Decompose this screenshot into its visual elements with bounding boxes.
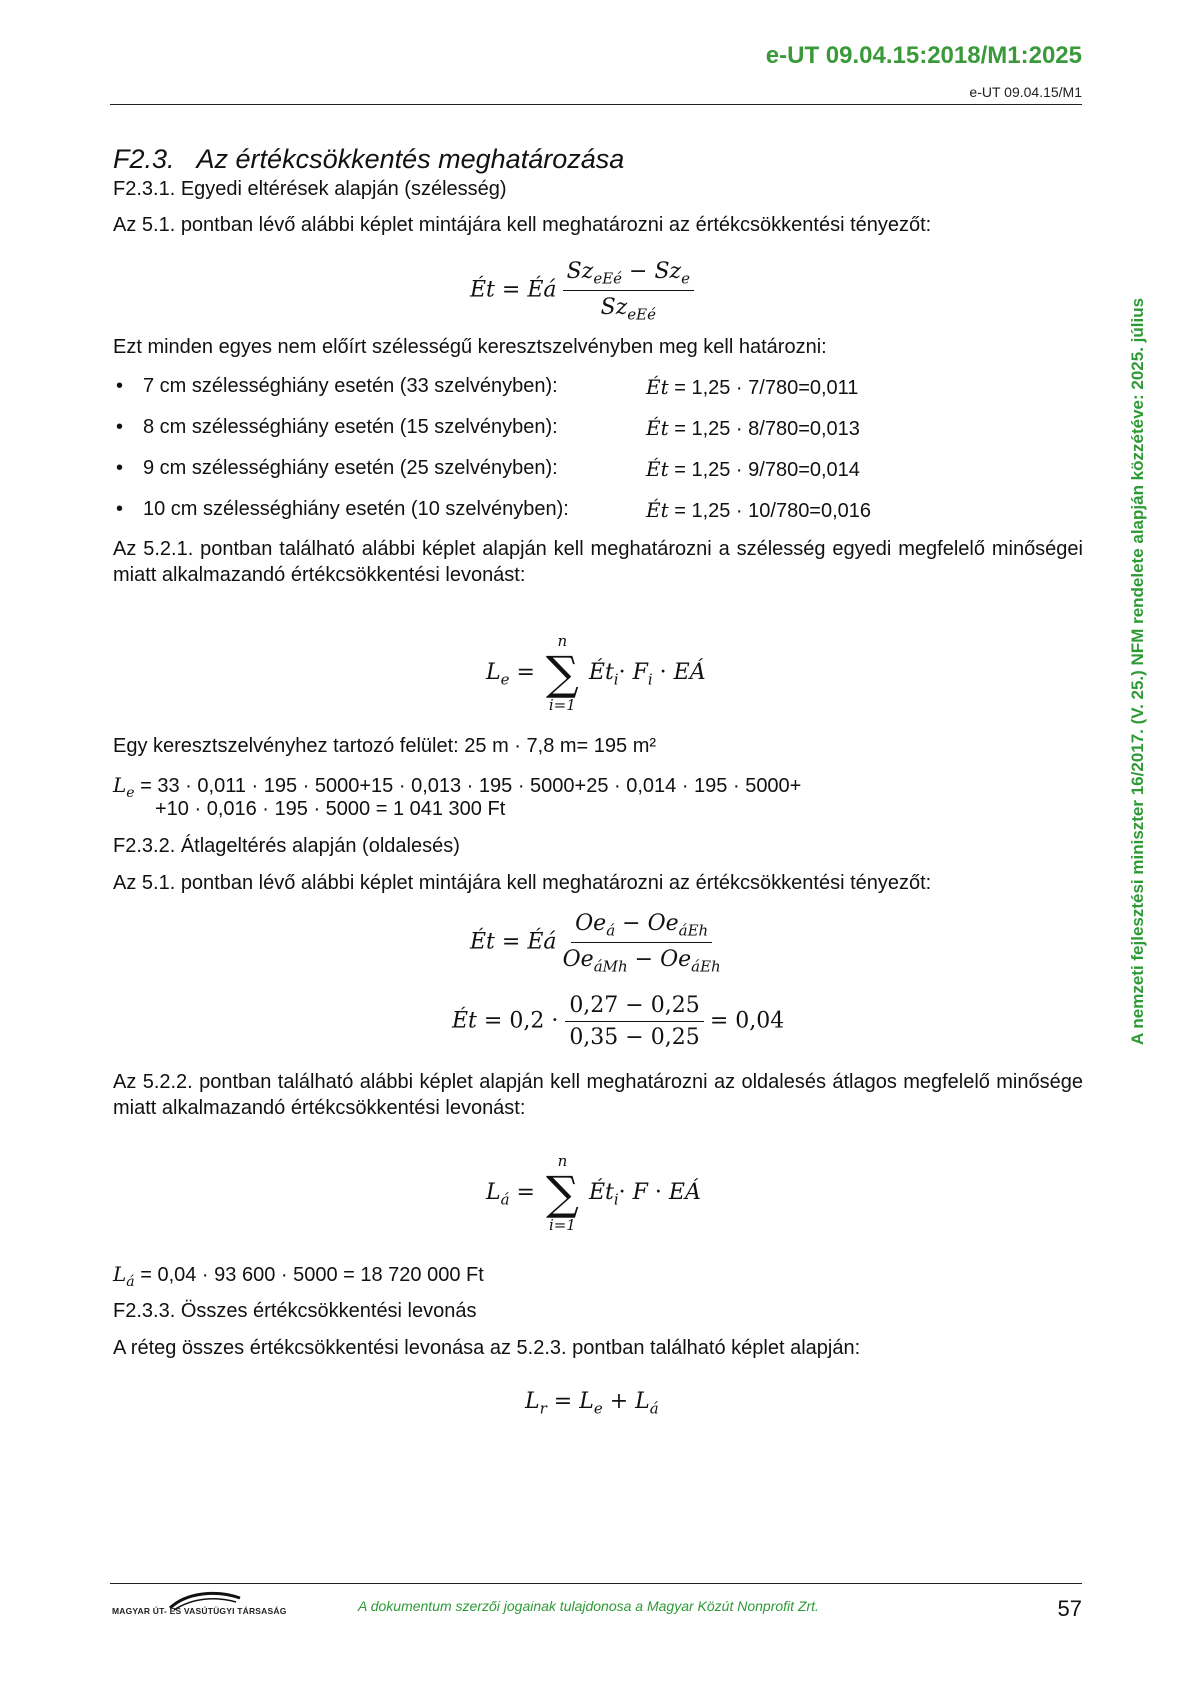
copyright-notice: A dokumentum szerzői jogainak tulajdonosa a Magyar Közút Nonprofit Zrt. <box>358 1598 819 1614</box>
bullet-text: 9 cm szélességhiány esetén (25 szelvényben): <box>143 457 558 479</box>
bullet-text: 8 cm szélességhiány esetén (15 szelvényben): <box>143 416 558 438</box>
publication-side-note: A nemzeti fejlesztési miniszter 16/2017. (V. 25.) NFM rendelete alapján közzétéve: 2025. július <box>1128 297 1147 1045</box>
subsection-2-intro: Az 5.1. pontban lévő alábbi képlet mintájára kell meghatározni az értékcsökkentési tényezőt: <box>113 872 932 894</box>
bullet-dot: • <box>116 498 124 520</box>
subsection-3-intro: A réteg összes értékcsökkentési levonása az 5.2.3. pontban található képlet alapján: <box>113 1337 861 1359</box>
formula-lr-total: $L_r = L_e + L_á$ <box>525 1389 659 1418</box>
formula-et-slope-calculation: Ét = 0,2 · $\frac{0,27 - 0,25}{0,35 - 0,25}$ = 0,04 <box>452 993 785 1050</box>
section-number: F2.3. <box>113 144 175 174</box>
subsection-heading-1: F2.3.1. Egyedi eltérések alapján (szélesség) <box>113 178 507 200</box>
subsection-heading-3: F2.3.3. Összes értékcsökkentési levonás <box>113 1300 477 1322</box>
logo-text: MAGYAR ÚT- ÉS VASÚTÜGYI TÁRSASÁG <box>112 1606 287 1616</box>
document-code: e-UT 09.04.15/M1 <box>969 84 1082 100</box>
cross-section-area-line: Egy keresztszelvényhez tartozó felület: 25 m · 7,8 m= 195 m² <box>113 735 657 757</box>
formula-et-slope: Ét = Éá $\frac{Oe_á - Oe_{áEh}}{Oe_{áMh} - Oe_{áEh}}$ <box>470 911 721 976</box>
standard-code: e-UT 09.04.15:2018/M1:2025 <box>765 42 1082 69</box>
bullet-formula: Ét = 1,25 · 10/780=0,016 <box>646 498 872 522</box>
bullet-text: 7 cm szélességhiány esetén (33 szelvényben): <box>143 375 558 397</box>
subsection-1-paragraph-2: Az 5.2.1. pontban található alábbi képlet alapján kell meghatározni a szélesség egyedi megfelelő minőségei miatt alkalmazandó értékcsökkentési levonást: <box>113 538 1083 586</box>
subsection-1-after-formula: Ezt minden egyes nem előírt szélességű keresztszelvényben meg kell határozni: <box>113 336 827 358</box>
bullet-dot: • <box>116 375 124 397</box>
le-calculation-line-1: $L_e = 33 \cdot 0,011 \cdot 195 \cdot 5000+15 \cdot 0,013 \cdot 195 \cdot 5000+25 \cdot 0,014 \cdot 195 \cdot 5000+$ <box>113 773 802 801</box>
le-calculation-line-2: +10 · 0,016 · 195 · 5000 = 1 041 300 Ft <box>155 798 506 820</box>
la-calculation-line: $L_á = 0,04 \cdot 93$ 600 · 5000 = 18 720 000 Ft <box>113 1262 484 1290</box>
subsection-heading-2: F2.3.2. Átlageltérés alapján (oldalesés) <box>113 835 460 857</box>
formula-la-sum: $L_á$ = n ∑ i=1 $Ét_i\cdot F$ · EÁ <box>486 1152 701 1234</box>
subsection-2-paragraph-2: Az 5.2.2. pontban található alábbi képlet alapján kell meghatározni az oldalesés átlagos megfelelő minősége miatt alkalmazandó értékcsökkentési levonást: <box>113 1071 1083 1119</box>
subsection-1-intro: Az 5.1. pontban lévő alábbi képlet mintájára kell meghatározni az értékcsökkentési tényezőt: <box>113 214 932 236</box>
page-number: 57 <box>1057 1596 1082 1621</box>
bullet-formula: Ét = 1,25 · 7/780=0,011 <box>646 375 859 399</box>
formula-et-width: Ét = Éá $\frac{Sz_{eEé} - Sz_e}{Sz_{eEé}}$ <box>470 258 694 324</box>
bullet-dot: • <box>116 457 124 479</box>
formula-le-sum: $L_e$ = n ∑ i=1 $Ét_i\cdot F_i$ · EÁ <box>486 632 706 714</box>
bullet-formula: Ét = 1,25 · 8/780=0,013 <box>646 416 860 440</box>
header-divider <box>110 104 1082 105</box>
bullet-dot: • <box>116 416 124 438</box>
section-title <box>113 144 624 175</box>
bullet-text: 10 cm szélességhiány esetén (10 szelvényben): <box>143 498 569 520</box>
bullet-formula: Ét = 1,25 · 9/780=0,014 <box>646 457 860 481</box>
footer-divider <box>110 1583 1082 1584</box>
section-title-text: Az értékcsökkentés meghatározása <box>196 144 625 174</box>
